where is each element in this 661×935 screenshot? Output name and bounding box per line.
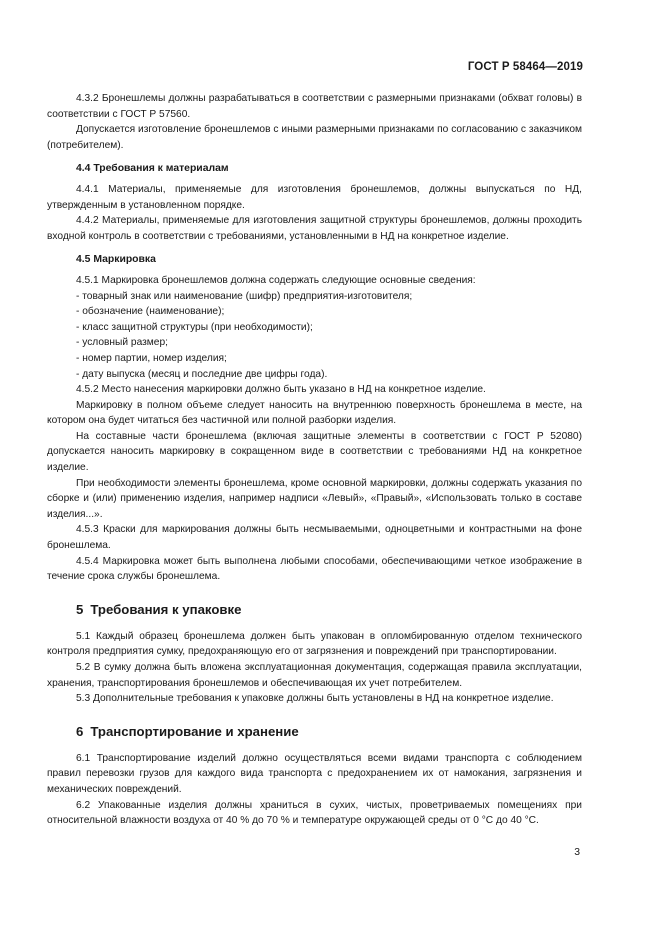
list-item: - дату выпуска (месяц и последние две цифры года). (76, 368, 328, 380)
paragraph-5-3: 5.3 Дополнительные требования к упаковке должны быть установлены в НД на конкретное изделие. (76, 693, 554, 705)
paragraph-4-3-2: 4.3.2 Бронешлемы должны разрабатываться в соответствии с размерными признаками (обхват головы) в соответствии с ГОСТ Р 57560. (47, 93, 582, 120)
paragraph-4-3-2-note: Допускается изготовление бронешлемов с иными размерными признаками по согласованию с заказчиком (потребителем). (47, 124, 582, 151)
paragraph-4-5-2-parts: На составные части бронешлема (включая защитные элементы в соответствии с ГОСТ Р 52080) допускается наносить маркировку в сокращенном виде в соответствии с требованиями НД на конкретное изделие. (47, 430, 582, 474)
section-heading-6 (47, 723, 582, 740)
paragraph-4-5-1: 4.5.1 Маркировка бронешлемов должна содержать следующие основные сведения: (76, 274, 476, 286)
list-item: - условный размер; (76, 337, 168, 349)
paragraph-6-2: 6.2 Упакованные изделия должны храниться в сухих, чистых, проветриваемых помещениях при относительной влажности воздуха от 40 % до 70 % и температуре окружающей среды от 0 °C до 40 °C. (47, 799, 582, 827)
paragraph-4-5-3: 4.5.3 Краски для маркирования должны быть несмываемыми, одноцветными и контрастными на фоне бронешлема. (47, 524, 582, 552)
paragraph-4-5-2: 4.5.2 Место нанесения маркировки должно быть указано в НД на конкретное изделие. (76, 384, 486, 396)
paragraph-4-5-4: 4.5.4 Маркировка может быть выполнена любыми способами, обеспечивающими четкое изображение в течение срока службы бронешлема. (47, 555, 582, 583)
list-item: - номер партии, номер изделия; (76, 352, 227, 364)
section-number: 5 (76, 601, 84, 617)
paragraph-6-1: 6.1 Транспортирование изделий должно осуществляться всеми видами транспорта с соблюдением правил перевозки грузов для каждого вида транспорта с предохранением их от намокания, загрязнения и механических повреждений. (47, 752, 582, 795)
subsection-heading-4-5: 4.5 Маркировка (76, 254, 156, 266)
section-heading-5 (47, 601, 582, 618)
section-title: Требования к упаковке (90, 601, 242, 617)
section-title: Транспортирование и хранение (90, 723, 299, 739)
marking-info-list (47, 289, 582, 383)
page-number: 3 (574, 847, 580, 858)
paragraph-5-2: 5.2 В сумку должна быть вложена эксплуатационная документация, содержащая правила эксплуатации, хранения, транспортирования бронешлемов и обеспечивающая их учет потребителем. (47, 662, 582, 689)
standard-code-header: ГОСТ Р 58464—2019 (467, 61, 583, 73)
paragraph-4-4-2: 4.4.2 Материалы, применяемые для изготовления защитной структуры бронешлемов, должны проходить входной контроль в соответствии с требованиями, установленными в НД на конкретное изделие. (47, 215, 582, 242)
subsection-heading-4-4: 4.4 Требования к материалам (76, 163, 229, 175)
document-body (47, 91, 582, 829)
list-item: - обозначение (наименование); (76, 306, 225, 318)
paragraph-4-5-2-assembly: При необходимости элементы бронешлема, кроме основной маркировки, должны содержать указания по сборке и (или) применению изделия, например надписи «Левый», «Правый», «Использовать только в составе изделия...». (47, 477, 582, 520)
paragraph-4-5-2-full-marking: Маркировку в полном объеме следует наносить на внутреннюю поверхность бронешлема в месте, на котором она будет читаться без частичной или полной разборки изделия. (47, 399, 582, 427)
list-item: - класс защитной структуры (при необходимости); (76, 321, 313, 333)
list-item: - товарный знак или наименование (шифр) предприятия-изготовителя; (76, 290, 413, 302)
section-number: 6 (76, 723, 84, 739)
paragraph-4-4-1: 4.4.1 Материалы, применяемые для изготовления бронешлемов, должны выпускаться по НД, утвержденным в установленном порядке. (47, 183, 582, 211)
paragraph-5-1: 5.1 Каждый образец бронешлема должен быть упакован в опломбированную отделом технического контроля предприятия сумку, предохраняющую его от загрязнения и повреждений при транспортировании. (47, 630, 582, 658)
